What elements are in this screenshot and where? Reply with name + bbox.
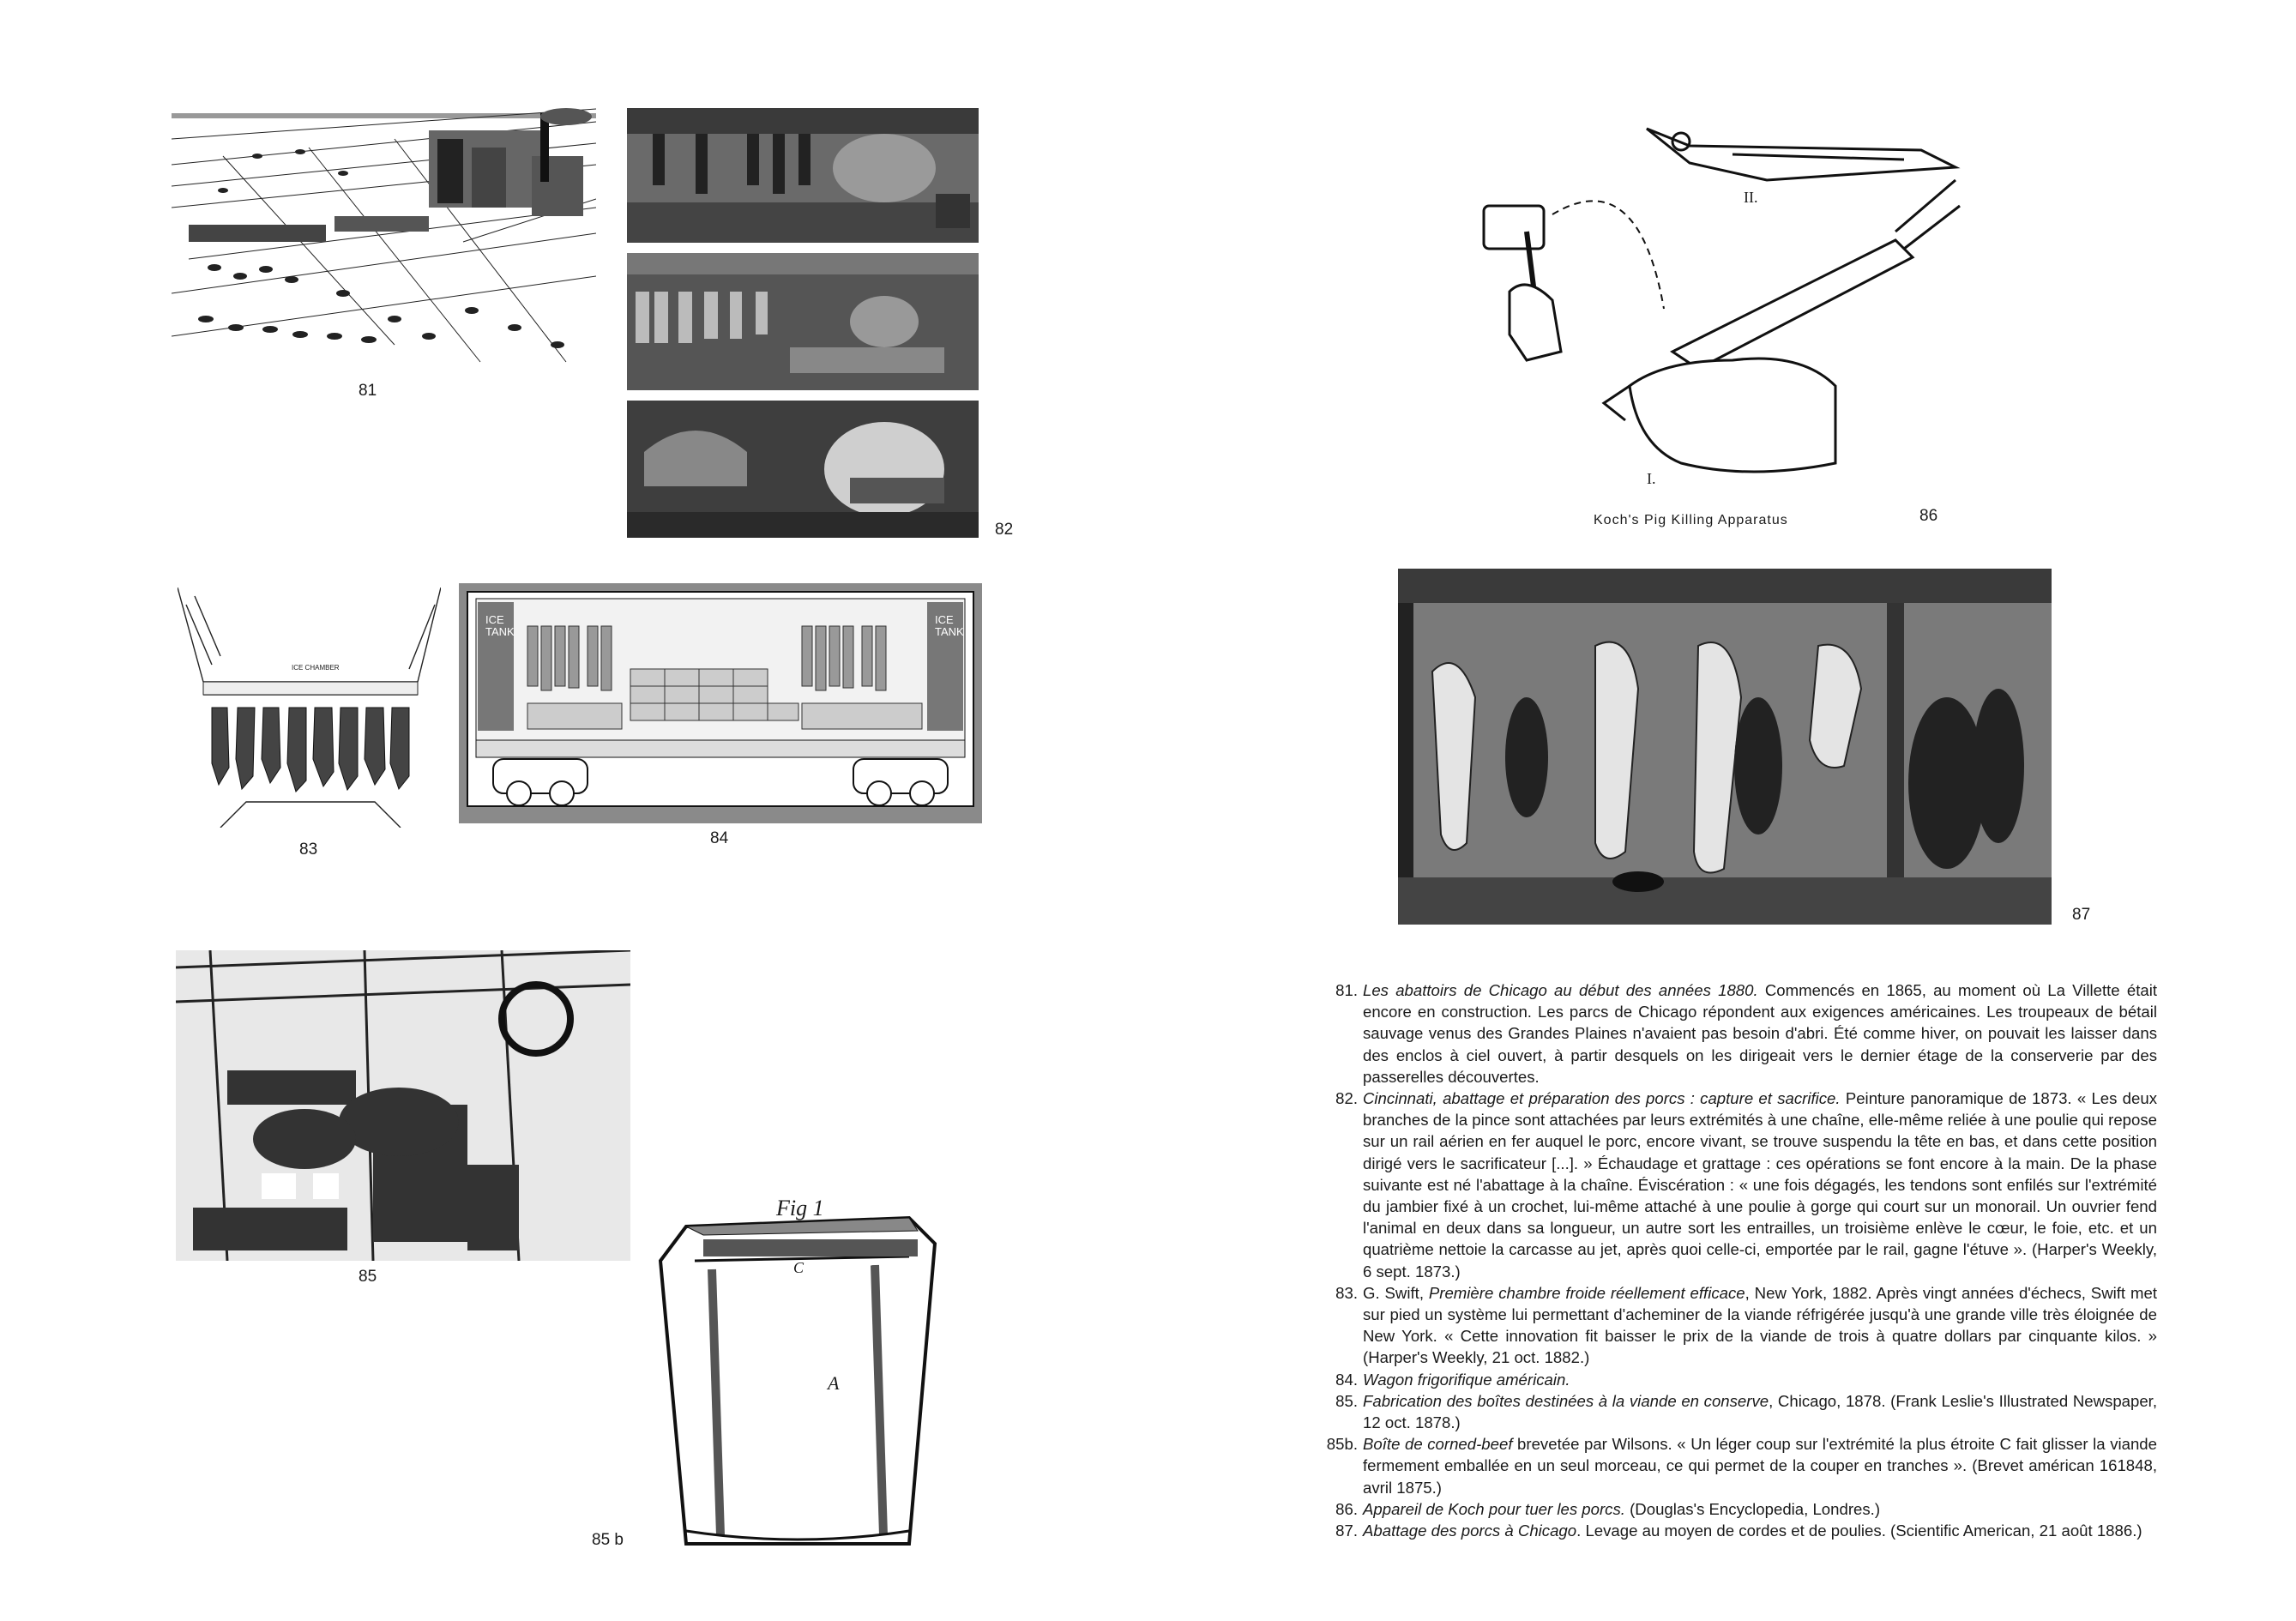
captions-block: [1325, 979, 2157, 1541]
caption-85: [1325, 1390, 2157, 1433]
figure-86-koch-apparatus: [1475, 103, 1973, 515]
caption-87: [1325, 1520, 2157, 1541]
ice-tank-left: ICE TANK: [485, 613, 515, 638]
figure-number-83: 83: [299, 841, 318, 859]
caption-number: 86.: [1335, 1499, 1358, 1518]
caption-85b: [1325, 1433, 2157, 1498]
figure-number-81: 81: [359, 382, 377, 400]
caption-number: 84.: [1335, 1370, 1358, 1389]
caption-83: [1325, 1282, 2157, 1369]
caption-text: Peinture panoramique de 1873. « Les deux branches de la pince sont attachées par leurs extrémités à une chaîne, elle-même reliée à une poulie qui repose sur un rail aérien en fer auquel le porc, encore vivant, se trouve suspendu la tête en bas, et dans cette position dirigé vers le sacrificateur [...]. » Échaudage et grattage : ces opérations se font encore à la main. De la phase suivante est né l'abattage à la chaîne. Éviscération : « une fois dégagés, les tendons sont enfilés sur l'extrémité du jambier fixé à un crochet, lui-même attaché à une poulie à gorge qui court sur un monorail. Un ouvrier fend l'animal en deux dans sa longueur, un autre sort les entrailles, un troisième enlève le cœur, le foie, etc. et un quatrième nettoie la carcasse au jet, après quoi celle-ci, emportée par le rail, gagne l'étuve ». (Harper's Weekly, 6 sept. 1873.): [1363, 1089, 2157, 1281]
caption-title: Abattage des porcs à Chicago: [1363, 1522, 1577, 1540]
caption-title: Wagon frigorifique américain.: [1363, 1370, 1570, 1389]
caption-text: , Chicago, 1878. (Frank Leslie's Illustrated Newspaper, 12 oct. 1878.): [1363, 1391, 2158, 1432]
figure-number-87: 87: [2072, 906, 2091, 924]
figure-82-panel-bottom: [627, 401, 979, 538]
figure-85b-title: Fig 1: [776, 1196, 824, 1220]
koch-apparatus-caption: Koch's Pig Killing Apparatus: [1594, 513, 1788, 527]
figure-number-85: 85: [359, 1268, 377, 1286]
figure-84-refrigerated-wagon: [459, 583, 982, 823]
caption-title: Fabrication des boîtes destinées à la viande en conserve: [1363, 1391, 1769, 1410]
figure-85b-corned-beef-tin: [652, 1184, 943, 1552]
figure-number-85b: 85 b: [592, 1531, 624, 1549]
caption-text: brevetée par Wilsons. « Un léger coup sur l'extrémité la plus étroite C fait glisser la viande fermement emballée en un seul morceau, ce qui permet de la couper en tranches ». (Brevet américan 161848, avril 1875.): [1363, 1435, 2157, 1497]
tool-label-ii: II.: [1744, 189, 1758, 206]
caption-number: 83.: [1335, 1283, 1358, 1302]
ice-chamber-sign: ICE CHAMBER: [292, 664, 340, 672]
caption-86: [1325, 1498, 2157, 1520]
caption-text: , New York, 1882. Après vingt années d'échecs, Swift met sur pied un système lui permettant d'acheminer de la viande réfrigérée jusqu'à une grande ville très éloignée de New York. « Cette innovation fit baisser le prix de la viande de trois à quatre dollars par cinquante kilos. » (Harper's Weekly, 21 oct. 1882.): [1363, 1283, 2157, 1367]
caption-title: Appareil de Koch pour tuer les porcs.: [1363, 1499, 1625, 1518]
caption-84: [1325, 1369, 2157, 1390]
figure-81-stockyards: [172, 105, 596, 375]
caption-81: [1325, 979, 2157, 1088]
caption-text: . Levage au moyen de cordes et de poulies. (Scientific American, 21 août 1886.): [1576, 1522, 2142, 1540]
figure-number-82: 82: [995, 521, 1014, 539]
caption-text: Commencés en 1865, au moment où La Villette était encore en construction. Les parcs de Chicago répondent aux exigences américaines. Les troupeaux de bétail sauvage venus des Grandes Plaines n'avaient pas besoin d'abri. Été comme hiver, on pouvait les laisser dans des enclos à ciel ouvert, à partir desquels on les dirigeait vers le dernier étage de la conserverie par des passerelles découvertes.: [1363, 981, 2158, 1086]
caption-number: 85b.: [1326, 1435, 1358, 1454]
figure-87-chicago-slaughter: [1398, 569, 2052, 925]
caption-title: Première chambre froide réellement efficace: [1428, 1283, 1745, 1302]
figure-number-84: 84: [710, 829, 729, 847]
ice-tank-right: ICE TANK: [935, 613, 964, 638]
caption-text: (Douglas's Encyclopedia, Londres.): [1624, 1499, 1881, 1518]
figure-83-ice-chamber: [178, 588, 441, 828]
caption-title: Cincinnati, abattage et préparation des porcs : capture et sacrifice.: [1363, 1089, 1841, 1108]
tin-letter-c: C: [793, 1259, 805, 1276]
caption-number: 81.: [1335, 981, 1358, 999]
caption-title: Les abattoirs de Chicago au début des années 1880.: [1363, 981, 1758, 999]
figure-82-panel-middle: [627, 253, 979, 390]
figure-number-86: 86: [1919, 507, 1938, 525]
caption-number: 82.: [1335, 1089, 1358, 1108]
tin-letter-a: A: [828, 1372, 840, 1394]
caption-number: 85.: [1335, 1391, 1358, 1410]
caption-number: 87.: [1335, 1522, 1358, 1540]
figure-82-panel-top: [627, 108, 979, 243]
caption-title: Boîte de corned-beef: [1363, 1435, 1513, 1454]
figure-85-canning-factory: [176, 950, 630, 1261]
pig-label-i: I.: [1647, 470, 1656, 487]
caption-prefix: G. Swift,: [1363, 1283, 1429, 1302]
caption-82: [1325, 1088, 2157, 1282]
